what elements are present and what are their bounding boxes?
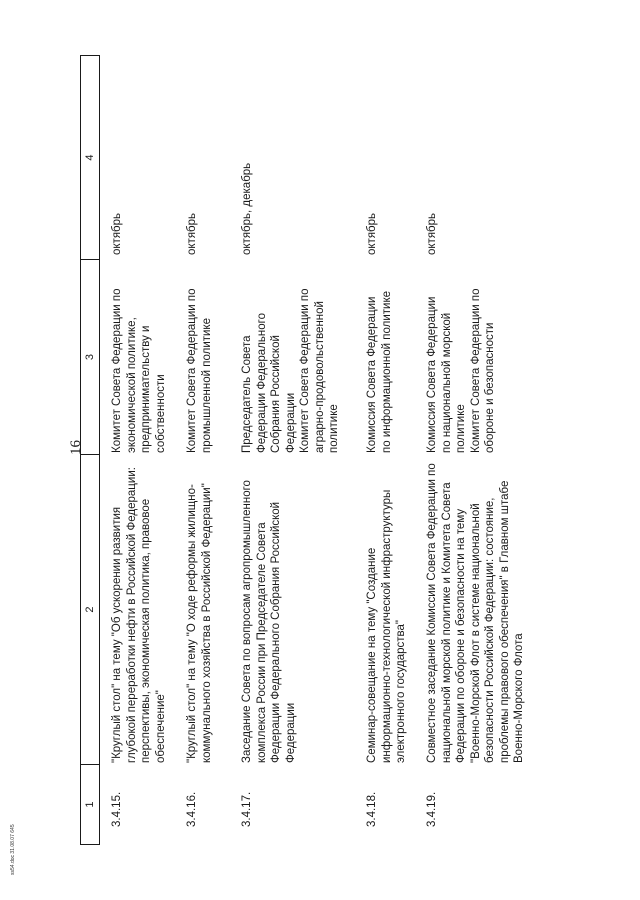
date-text: октябрь bbox=[111, 212, 123, 255]
event-text: "Круглый стол" на тему "О ходе реформы жилищно- коммунального хозяйства в Российской Федерации" bbox=[186, 483, 213, 763]
responsible-text: Комиссия Совета Федерации по информационной политике bbox=[366, 290, 393, 453]
header-col-2: 2 bbox=[81, 455, 100, 765]
header-col-4: 4 bbox=[81, 55, 100, 260]
header-col-1: 1 bbox=[81, 765, 100, 845]
footer-doc-code: ss54.doc 31.08.07 645 bbox=[10, 824, 16, 875]
header-col-3: 3 bbox=[81, 260, 100, 455]
row-number: 3.4.18. bbox=[366, 791, 378, 827]
responsible-text: Комитет Совета Федерации по экономической политике, предпринимательству и собственности bbox=[111, 288, 167, 453]
event-text: Совместное заседание Комиссии Совета Федерации по национальной морской политике и Комитета Совета Федерации по обороне и безопасности на тему "Военно-Морской Флот в системе национальной безопасности Российской Федерации: состояние, проблемы правового обеспечения" в Главном штабе Военно-Морского Флота bbox=[426, 463, 525, 763]
responsible-text: Председатель Совета Федерации Федерального Собрания Российской Федерации Комитет Совета Федерации по аграрно-продовольственной политике bbox=[241, 288, 340, 453]
row-number: 3.4.17. bbox=[241, 791, 253, 827]
row-number: 3.4.15. bbox=[111, 791, 123, 827]
row-number: 3.4.19. bbox=[426, 791, 438, 827]
table-header-row bbox=[80, 55, 100, 845]
date-text: октябрь bbox=[426, 212, 438, 255]
responsible-text: Комитет Совета Федерации по промышленной политике bbox=[186, 288, 213, 453]
responsible-text: Комиссия Совета Федерации по национальной морской политике Комитет Совета Федерации по обороне и безопасности bbox=[426, 288, 496, 453]
date-text: октябрь bbox=[366, 212, 378, 255]
page-number: 16 bbox=[68, 440, 84, 455]
date-text: октябрь, декабрь bbox=[241, 162, 253, 255]
event-text: Заседание Совета по вопросам агропромышленного комплекса России при Председателе Совета Федерации Федерального Собрания Российской Федерации bbox=[241, 480, 297, 763]
event-text: "Круглый стол" на тему "Об ускорении развития глубокой переработки нефти в Российской Федерации: перспективы, экономическая политика, правовое обеспечение" bbox=[111, 467, 167, 763]
plan-table bbox=[80, 55, 630, 845]
event-text: Семинар-совещание на тему "Создание информационно-технологической инфраструктуры электронного государства" bbox=[366, 489, 407, 763]
date-text: октябрь bbox=[186, 212, 198, 255]
row-number: 3.4.16. bbox=[186, 791, 198, 827]
